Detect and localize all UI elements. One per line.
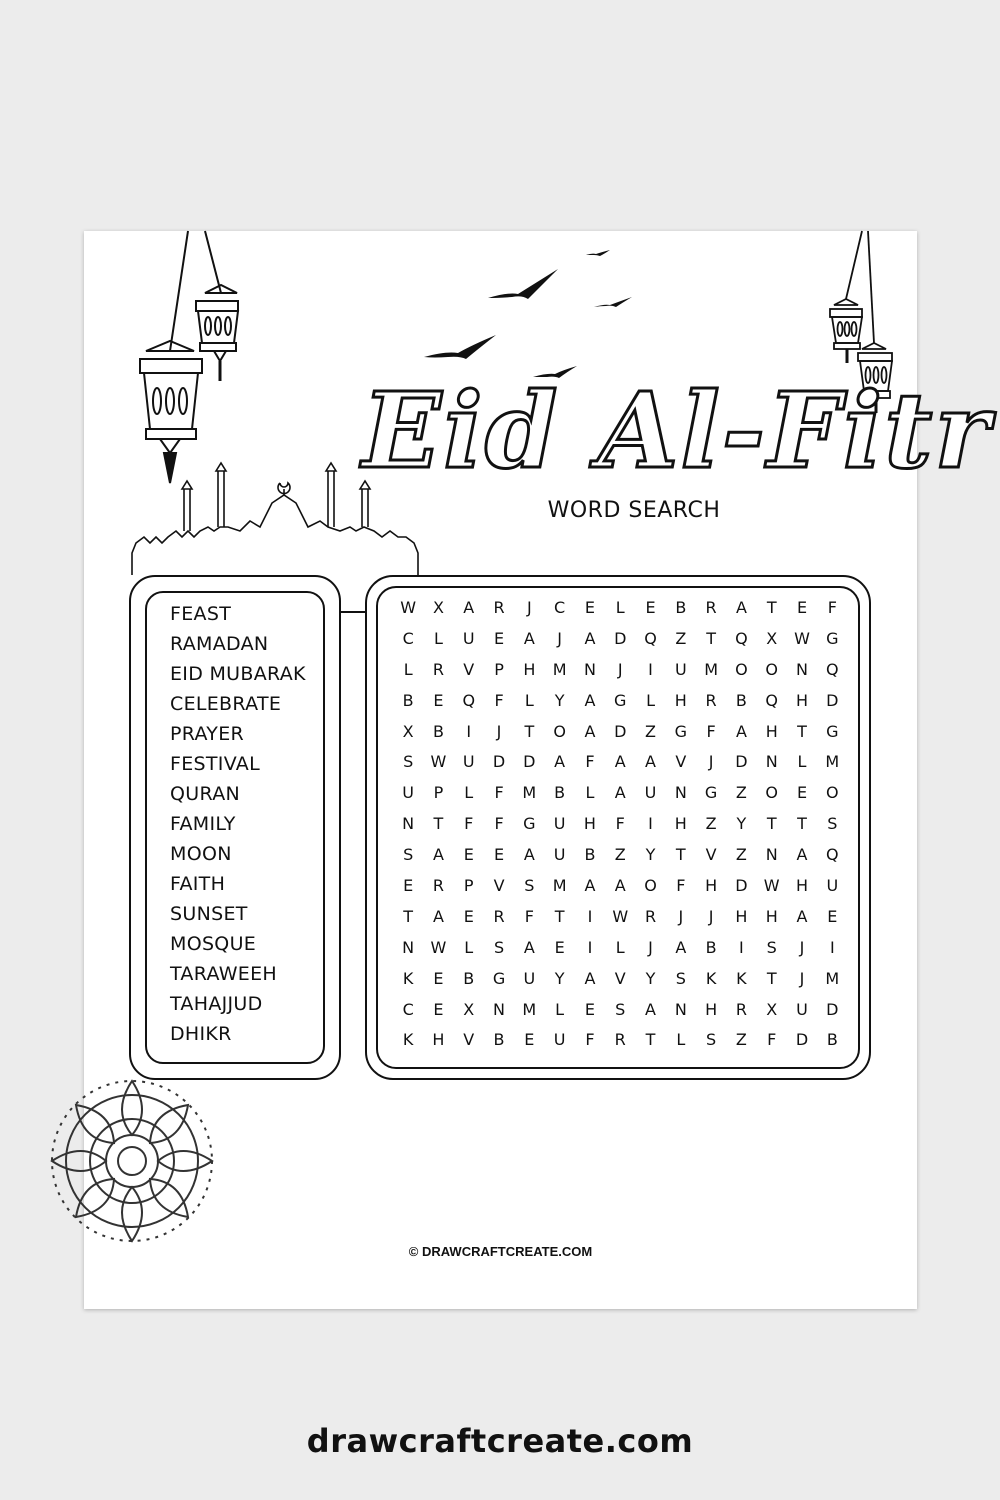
grid-letter[interactable]: R bbox=[493, 906, 505, 926]
grid-letter[interactable]: D bbox=[614, 628, 627, 648]
grid-letter[interactable]: F bbox=[615, 814, 625, 834]
grid-letter[interactable]: T bbox=[645, 1030, 656, 1050]
grid-letter[interactable]: C bbox=[402, 999, 414, 1019]
grid-letter[interactable]: G bbox=[826, 721, 839, 741]
grid-letter[interactable]: F bbox=[585, 752, 595, 772]
grid-letter[interactable]: A bbox=[523, 937, 535, 957]
grid-letter[interactable]: I bbox=[739, 937, 744, 957]
grid-letter[interactable]: Q bbox=[735, 628, 748, 648]
grid-letter[interactable]: A bbox=[584, 690, 596, 710]
grid-letter[interactable]: S bbox=[493, 937, 505, 957]
grid-letter[interactable]: N bbox=[796, 659, 808, 679]
grid-letter[interactable]: N bbox=[765, 845, 778, 865]
grid-letter[interactable]: E bbox=[433, 999, 444, 1019]
grid-letter[interactable]: E bbox=[524, 1030, 535, 1050]
grid-letter[interactable]: H bbox=[674, 690, 687, 710]
grid-letter[interactable]: T bbox=[554, 906, 565, 926]
grid-letter[interactable]: G bbox=[492, 968, 506, 988]
grid-letter[interactable]: E bbox=[493, 628, 505, 648]
grid-letter[interactable]: A bbox=[584, 721, 596, 741]
grid-letter[interactable]: H bbox=[735, 906, 748, 926]
letter-grid bbox=[393, 593, 847, 1056]
grid-letter[interactable]: U bbox=[462, 752, 475, 772]
grid-letter[interactable]: U bbox=[644, 783, 657, 803]
word-list-item: MOSQUE bbox=[170, 933, 257, 955]
grid-letter[interactable]: L bbox=[797, 752, 807, 772]
grid-letter[interactable]: L bbox=[585, 783, 595, 803]
grid-letter[interactable]: O bbox=[765, 783, 778, 803]
word-list bbox=[170, 603, 306, 1053]
grid-letter[interactable]: V bbox=[614, 968, 626, 988]
grid-letter[interactable]: W bbox=[400, 598, 417, 617]
grid-letter[interactable]: V bbox=[705, 845, 717, 865]
grid-letter[interactable]: A bbox=[523, 628, 535, 648]
grid-letter[interactable]: K bbox=[705, 968, 717, 988]
grid-letter[interactable]: A bbox=[584, 968, 596, 988]
grid-letter[interactable]: R bbox=[432, 876, 444, 896]
grid-letter[interactable]: A bbox=[584, 628, 596, 648]
mandala-icon bbox=[52, 1081, 212, 1241]
grid-letter[interactable]: F bbox=[494, 690, 504, 710]
grid-letter[interactable]: U bbox=[402, 783, 414, 803]
grid-letter[interactable]: A bbox=[675, 937, 687, 957]
grid-letter[interactable]: E bbox=[433, 968, 444, 988]
grid-letter[interactable]: V bbox=[675, 752, 687, 772]
grid-letter[interactable]: I bbox=[587, 906, 593, 926]
grid-letter[interactable]: I bbox=[587, 937, 593, 957]
grid-letter[interactable]: H bbox=[674, 814, 687, 834]
grid-letter[interactable]: E bbox=[403, 876, 414, 896]
grid-letter[interactable]: T bbox=[766, 968, 777, 988]
grid-letter[interactable]: X bbox=[766, 999, 778, 1019]
grid-letter[interactable]: L bbox=[555, 999, 565, 1019]
grid-letter[interactable]: L bbox=[433, 628, 443, 648]
grid-letter[interactable]: D bbox=[492, 752, 506, 772]
grid-letter[interactable]: S bbox=[675, 968, 686, 988]
grid-letter[interactable]: E bbox=[584, 598, 595, 617]
grid-letter[interactable]: B bbox=[554, 783, 566, 803]
copyright-notice: © DRAWCRAFTCREATE.COM bbox=[408, 1244, 593, 1259]
grid-letter[interactable]: X bbox=[432, 598, 444, 617]
worksheet-page bbox=[84, 231, 992, 1309]
grid-letter[interactable]: L bbox=[403, 659, 413, 679]
grid-letter[interactable]: Q bbox=[826, 659, 839, 679]
grid-letter[interactable]: G bbox=[614, 690, 627, 710]
grid-letter[interactable]: Z bbox=[735, 783, 747, 803]
grid-letter[interactable]: J bbox=[526, 598, 532, 617]
grid-letter[interactable]: M bbox=[522, 783, 537, 803]
grid-letter[interactable]: F bbox=[494, 814, 504, 834]
grid-letter[interactable]: S bbox=[706, 1030, 717, 1050]
grid-letter[interactable]: L bbox=[464, 783, 474, 803]
grid-letter[interactable]: B bbox=[493, 1030, 505, 1050]
grid-letter[interactable]: Q bbox=[644, 628, 657, 648]
grid-letter[interactable]: A bbox=[432, 845, 444, 865]
grid-letter[interactable]: K bbox=[736, 968, 747, 988]
grid-letter[interactable]: L bbox=[646, 690, 655, 710]
word-list-item: FAITH bbox=[170, 873, 226, 895]
grid-letter[interactable]: T bbox=[706, 628, 716, 648]
grid-letter[interactable]: D bbox=[795, 1030, 809, 1050]
grid-letter[interactable]: Z bbox=[645, 721, 656, 741]
grid-letter[interactable]: L bbox=[615, 598, 625, 617]
grid-letter[interactable]: O bbox=[735, 659, 748, 679]
word-list-item: PRAYER bbox=[170, 723, 245, 745]
grid-letter[interactable]: X bbox=[402, 721, 414, 741]
grid-letter[interactable]: D bbox=[735, 876, 748, 896]
grid-letter[interactable]: A bbox=[614, 783, 626, 803]
grid-letter[interactable]: V bbox=[463, 659, 475, 679]
grid-letter[interactable]: B bbox=[735, 690, 747, 710]
grid-letter[interactable]: H bbox=[523, 659, 536, 679]
grid-letter[interactable]: F bbox=[706, 721, 716, 741]
grid-letter[interactable]: N bbox=[402, 814, 415, 834]
grid-letter[interactable]: Y bbox=[645, 845, 656, 865]
grid-letter[interactable]: H bbox=[765, 721, 778, 741]
grid-letter[interactable]: I bbox=[648, 659, 653, 679]
word-list-item: FAMILY bbox=[170, 813, 236, 835]
grid-letter[interactable]: S bbox=[766, 937, 777, 957]
grid-letter[interactable]: U bbox=[523, 968, 536, 988]
grid-letter[interactable]: S bbox=[615, 999, 626, 1019]
grid-letter[interactable]: G bbox=[826, 628, 839, 648]
word-list-item: FESTIVAL bbox=[170, 753, 260, 775]
grid-letter[interactable]: B bbox=[584, 845, 596, 865]
grid-letter[interactable]: Z bbox=[675, 628, 687, 648]
grid-letter[interactable]: N bbox=[674, 783, 687, 803]
panel-connector bbox=[341, 611, 365, 613]
grid-letter[interactable]: T bbox=[797, 814, 807, 834]
grid-letter[interactable]: Z bbox=[705, 814, 717, 834]
grid-letter[interactable]: F bbox=[767, 1030, 777, 1050]
grid-letter[interactable]: S bbox=[403, 845, 414, 865]
grid-letter[interactable]: T bbox=[675, 845, 686, 865]
grid-letter[interactable]: A bbox=[735, 721, 747, 741]
grid-letter[interactable]: B bbox=[402, 690, 414, 710]
grid-letter[interactable]: C bbox=[554, 598, 566, 617]
grid-letter[interactable]: B bbox=[675, 598, 687, 617]
grid-letter[interactable]: W bbox=[794, 628, 810, 648]
grid-letter[interactable]: L bbox=[676, 1030, 686, 1050]
grid-letter[interactable]: M bbox=[825, 968, 840, 988]
grid-letter[interactable]: G bbox=[523, 814, 536, 834]
grid-letter[interactable]: D bbox=[614, 721, 627, 741]
grid-letter[interactable]: W bbox=[430, 752, 447, 772]
grid-letter[interactable]: E bbox=[463, 845, 474, 865]
grid-letter[interactable]: K bbox=[402, 1030, 414, 1050]
grid-letter[interactable]: B bbox=[705, 937, 717, 957]
grid-letter[interactable]: N bbox=[402, 937, 415, 957]
site-footer: drawcraftcreate.com bbox=[306, 1422, 694, 1460]
grid-letter[interactable]: X bbox=[463, 999, 475, 1019]
grid-letter[interactable]: S bbox=[524, 876, 535, 896]
grid-letter[interactable]: H bbox=[583, 814, 596, 834]
grid-letter[interactable]: J bbox=[496, 721, 502, 741]
grid-letter[interactable]: J bbox=[648, 937, 653, 957]
grid-letter[interactable]: O bbox=[826, 783, 839, 803]
grid-letter[interactable]: V bbox=[463, 1030, 475, 1050]
grid-letter[interactable]: R bbox=[614, 1030, 626, 1050]
grid-letter[interactable]: A bbox=[432, 906, 444, 926]
grid-letter[interactable]: M bbox=[552, 876, 567, 896]
grid-letter[interactable]: B bbox=[826, 1030, 838, 1050]
grid-letter[interactable]: O bbox=[765, 659, 778, 679]
grid-letter[interactable]: E bbox=[493, 845, 505, 865]
grid-letter[interactable]: L bbox=[464, 937, 474, 957]
grid-letter[interactable]: U bbox=[553, 1030, 566, 1050]
grid-letter[interactable]: S bbox=[403, 752, 414, 772]
grid-letter[interactable]: J bbox=[557, 628, 562, 648]
grid-letter[interactable]: U bbox=[826, 876, 839, 896]
grid-letter[interactable]: C bbox=[402, 628, 414, 648]
grid-letter[interactable]: Z bbox=[735, 1030, 747, 1050]
grid-letter[interactable]: W bbox=[763, 876, 780, 896]
grid-letter[interactable]: U bbox=[462, 628, 475, 648]
grid-letter[interactable]: P bbox=[433, 783, 444, 803]
grid-letter[interactable]: U bbox=[553, 814, 566, 834]
grid-letter[interactable]: W bbox=[430, 937, 447, 957]
grid-letter[interactable]: A bbox=[645, 752, 656, 772]
grid-letter[interactable]: R bbox=[432, 659, 444, 679]
word-list-item: CELEBRATE bbox=[170, 693, 282, 715]
grid-letter[interactable]: N bbox=[765, 752, 778, 772]
grid-letter[interactable]: P bbox=[463, 876, 474, 896]
grid-letter[interactable]: X bbox=[766, 628, 778, 648]
grid-letter[interactable]: H bbox=[432, 1030, 445, 1050]
grid-letter[interactable]: J bbox=[678, 906, 684, 926]
grid-letter[interactable]: H bbox=[705, 999, 718, 1019]
word-list-item: SUNSET bbox=[170, 903, 248, 925]
grid-letter[interactable]: D bbox=[826, 999, 839, 1019]
grid-letter[interactable]: A bbox=[614, 876, 626, 896]
grid-letter[interactable]: E bbox=[796, 598, 808, 617]
grid-letter[interactable]: Z bbox=[614, 845, 626, 865]
grid-letter[interactable]: Y bbox=[554, 968, 565, 988]
grid-letter[interactable]: F bbox=[524, 906, 534, 926]
grid-letter[interactable]: J bbox=[799, 937, 805, 957]
grid-letter[interactable]: W bbox=[612, 906, 629, 926]
grid-letter[interactable]: J bbox=[708, 752, 714, 772]
grid-letter[interactable]: M bbox=[552, 659, 567, 679]
word-list-item: EID MUBARAK bbox=[170, 663, 306, 685]
grid-letter[interactable]: L bbox=[524, 690, 534, 710]
page-title: Eid Al-Fitr bbox=[362, 369, 992, 492]
grid-letter[interactable]: K bbox=[402, 968, 414, 988]
grid-letter[interactable]: A bbox=[796, 845, 808, 865]
word-list-item: QURAN bbox=[170, 783, 241, 805]
grid-letter[interactable]: J bbox=[617, 659, 623, 679]
grid-letter[interactable]: H bbox=[795, 690, 809, 710]
grid-letter[interactable]: A bbox=[463, 598, 475, 617]
word-list-item: DHIKR bbox=[170, 1023, 232, 1045]
grid-letter[interactable]: Y bbox=[554, 690, 565, 710]
grid-letter[interactable]: B bbox=[432, 721, 444, 741]
grid-letter[interactable]: H bbox=[795, 876, 809, 896]
grid-letter[interactable]: F bbox=[585, 1030, 595, 1050]
grid-letter[interactable]: I bbox=[466, 721, 472, 741]
grid-letter[interactable]: E bbox=[796, 783, 808, 803]
grid-letter[interactable]: D bbox=[826, 690, 839, 710]
grid-letter[interactable]: A bbox=[614, 752, 626, 772]
word-list-item: MOON bbox=[170, 843, 232, 865]
grid-letter[interactable]: H bbox=[765, 906, 778, 926]
grid-letter[interactable]: M bbox=[522, 999, 537, 1019]
grid-letter[interactable]: F bbox=[464, 814, 474, 834]
grid-letter[interactable]: B bbox=[463, 968, 475, 988]
hanging-lantern-icon bbox=[140, 231, 238, 483]
grid-letter[interactable]: G bbox=[674, 721, 688, 741]
grid-letter[interactable]: D bbox=[735, 752, 748, 772]
grid-letter[interactable]: E bbox=[584, 999, 595, 1019]
grid-letter[interactable]: F bbox=[827, 598, 837, 617]
grid-letter[interactable]: Q bbox=[826, 845, 839, 865]
grid-letter[interactable]: R bbox=[644, 906, 657, 926]
grid-letter[interactable]: T bbox=[403, 906, 414, 926]
grid-letter[interactable]: F bbox=[494, 783, 504, 803]
grid-letter[interactable]: S bbox=[827, 814, 838, 834]
grid-letter[interactable]: N bbox=[493, 999, 506, 1019]
grid-letter[interactable]: G bbox=[704, 783, 718, 803]
word-list-item: TARAWEEH bbox=[170, 963, 278, 985]
grid-letter[interactable]: T bbox=[524, 721, 535, 741]
grid-letter[interactable]: Y bbox=[645, 968, 656, 988]
grid-letter[interactable]: Z bbox=[735, 845, 747, 865]
word-list-item: TAHAJJUD bbox=[170, 993, 263, 1015]
grid-letter[interactable]: A bbox=[554, 752, 566, 772]
grid-letter[interactable]: E bbox=[645, 598, 656, 617]
grid-letter[interactable]: F bbox=[676, 876, 686, 896]
grid-letter[interactable]: R bbox=[493, 598, 505, 617]
word-list-item: FEAST bbox=[170, 603, 232, 625]
grid-letter[interactable]: Q bbox=[462, 690, 476, 710]
grid-letter[interactable]: A bbox=[645, 999, 656, 1019]
grid-letter[interactable]: E bbox=[827, 906, 838, 926]
grid-letter[interactable]: I bbox=[829, 937, 835, 957]
grid-letter[interactable]: L bbox=[615, 937, 625, 957]
page-subtitle: WORD SEARCH bbox=[547, 498, 721, 523]
grid-letter[interactable]: R bbox=[705, 598, 717, 617]
word-list-item: RAMADAN bbox=[170, 633, 269, 655]
grid-letter[interactable]: D bbox=[523, 752, 536, 772]
grid-letter[interactable]: T bbox=[797, 721, 807, 741]
page-title-art bbox=[352, 349, 992, 492]
grid-letter[interactable]: V bbox=[493, 876, 505, 896]
grid-letter[interactable]: U bbox=[674, 659, 687, 679]
grid-letter[interactable]: M bbox=[704, 659, 719, 679]
grid-letter[interactable]: R bbox=[705, 690, 717, 710]
grid-letter[interactable]: A bbox=[796, 906, 808, 926]
grid-letter[interactable]: M bbox=[825, 752, 840, 772]
grid-letter[interactable]: E bbox=[463, 906, 474, 926]
grid-letter[interactable]: A bbox=[735, 598, 747, 617]
grid-letter[interactable]: T bbox=[766, 598, 777, 617]
grid-letter[interactable]: T bbox=[766, 814, 777, 834]
grid-letter[interactable]: J bbox=[799, 968, 805, 988]
grid-letter[interactable]: R bbox=[735, 999, 747, 1019]
grid-letter[interactable]: A bbox=[523, 845, 535, 865]
grid-letter[interactable]: Q bbox=[765, 690, 778, 710]
grid-letter[interactable]: E bbox=[554, 937, 565, 957]
grid-letter[interactable]: U bbox=[553, 845, 566, 865]
grid-letter[interactable]: H bbox=[705, 876, 718, 896]
grid-letter[interactable]: A bbox=[584, 876, 596, 896]
grid-letter[interactable]: Y bbox=[736, 814, 747, 834]
grid-letter[interactable]: J bbox=[708, 906, 714, 926]
grid-letter[interactable]: T bbox=[433, 814, 444, 834]
grid-letter[interactable]: O bbox=[644, 876, 657, 896]
grid-letter[interactable]: P bbox=[494, 659, 504, 679]
grid-letter[interactable]: N bbox=[674, 999, 687, 1019]
grid-letter[interactable]: I bbox=[648, 814, 653, 834]
grid-letter[interactable]: O bbox=[553, 721, 566, 741]
grid-letter[interactable]: U bbox=[796, 999, 808, 1019]
grid-letter[interactable]: E bbox=[433, 690, 444, 710]
grid-letter[interactable]: N bbox=[583, 659, 596, 679]
